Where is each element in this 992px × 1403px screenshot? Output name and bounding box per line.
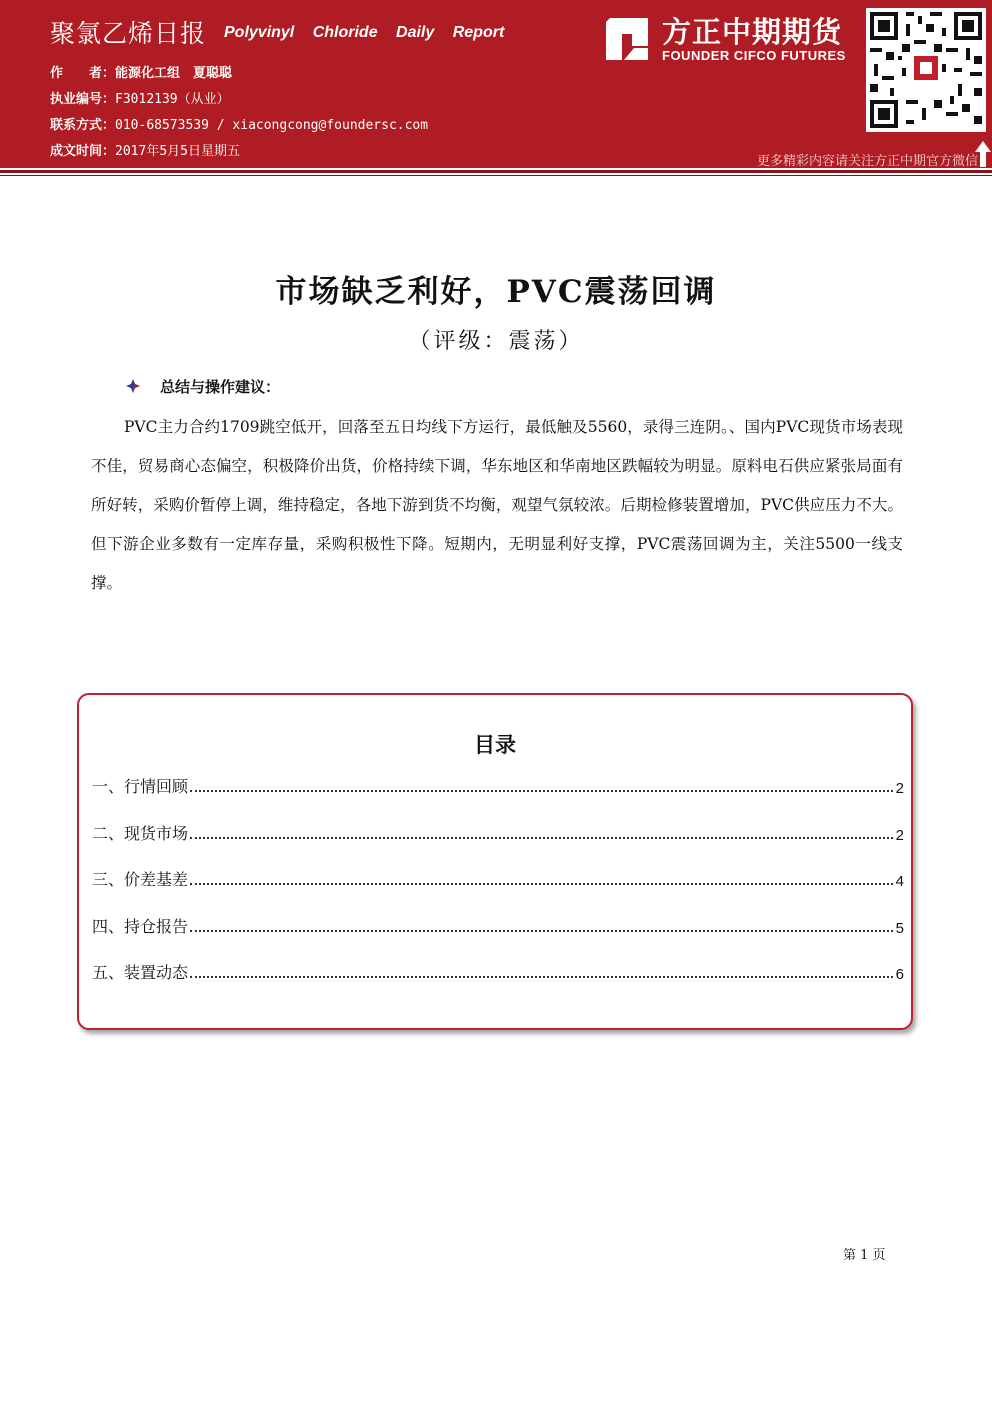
meta-key: 联系方式：	[50, 118, 116, 133]
meta-key: 执业编号：	[50, 92, 116, 107]
brand-name-cn: 方正中期期货	[662, 15, 843, 49]
toc-entry-label[interactable]: 二、现货市场	[92, 824, 189, 843]
toc-entry[interactable]	[92, 913, 904, 937]
brand-name-en: FOUNDER CIFCO FUTURES	[662, 48, 846, 63]
toc-leader-dots	[190, 976, 893, 978]
toc-entry-label[interactable]: 四、持仓报告	[92, 917, 189, 936]
header-divider	[0, 170, 992, 173]
toc-entry-page[interactable]: 4	[895, 873, 904, 890]
meta-value: 010-68573539 / xiacongcong@foundersc.com	[115, 118, 429, 133]
toc-entry-page[interactable]: 6	[895, 966, 904, 983]
meta-license	[50, 88, 230, 107]
toc-leader-dots	[190, 837, 893, 839]
summary-body: PVC主力合约1709跳空低开，回落至五日均线下方运行，最低触及5560，录得三连阴。、国内PVC现货市场表现不佳，贸易商心态偏空，积极降价出货，价格持续下调，华东地区和华南地区跌幅较为明显。原料电石供应紧张局面有所好转，采购价暂停上调，维持稳定，各地下游到货不均衡，观望气氛较浓。后期检修装置增加，PVC供应压力不大。但下游企业多数有一定库存量，采购积极性下降。短期内，无明显利好支撑，PVC震荡回调为主，关注5500一线支撑。	[91, 418, 903, 592]
meta-contact	[50, 114, 428, 133]
meta-author	[50, 62, 232, 81]
qr-code-icon[interactable]	[866, 8, 986, 132]
report-title-cn: 聚氯乙烯日报	[50, 19, 207, 48]
toc-entry-label[interactable]: 三、价差基差	[92, 870, 189, 889]
meta-value: 能源化工组 夏聪聪	[115, 66, 233, 81]
summary-heading-text: 总结与操作建议：	[160, 378, 281, 396]
meta-value: 2017年5月5日星期五	[115, 144, 240, 159]
follow-wechat-text: 更多精彩内容请关注方正中期官方微信	[756, 154, 978, 169]
toc-title: 目录	[474, 733, 516, 757]
founder-logo-icon	[604, 16, 650, 62]
toc-entry-page[interactable]: 2	[895, 780, 904, 797]
meta-key: 成文时间：	[50, 144, 116, 159]
meta-key: 作 者：	[50, 66, 116, 81]
toc-entry[interactable]	[92, 866, 904, 890]
table-of-contents	[77, 693, 913, 1030]
report-title-en: Polyvinyl Chloride Daily Report	[224, 24, 505, 41]
toc-entry-page[interactable]: 2	[895, 827, 904, 844]
meta-date	[50, 140, 240, 159]
toc-entry-label[interactable]: 五、装置动态	[92, 963, 189, 982]
toc-leader-dots	[190, 790, 893, 792]
page-number: 第 1 页	[843, 1248, 886, 1263]
document-rating: （评级：震荡）	[408, 329, 584, 354]
document-title: 市场缺乏利好，PVC震荡回调	[275, 274, 717, 310]
toc-entry[interactable]	[92, 820, 904, 844]
toc-entry[interactable]	[92, 773, 904, 797]
toc-entry-label[interactable]: 一、行情回顾	[92, 777, 189, 796]
meta-value: F3012139（从业）	[115, 92, 230, 107]
header-divider-thin	[0, 175, 992, 176]
toc-leader-dots	[190, 883, 893, 885]
toc-entry-page[interactable]: 5	[895, 920, 904, 937]
arrow-up-icon	[974, 140, 992, 168]
summary-heading	[126, 376, 280, 397]
toc-leader-dots	[190, 930, 893, 932]
report-header-band	[0, 0, 992, 168]
toc-entry[interactable]	[92, 959, 904, 983]
